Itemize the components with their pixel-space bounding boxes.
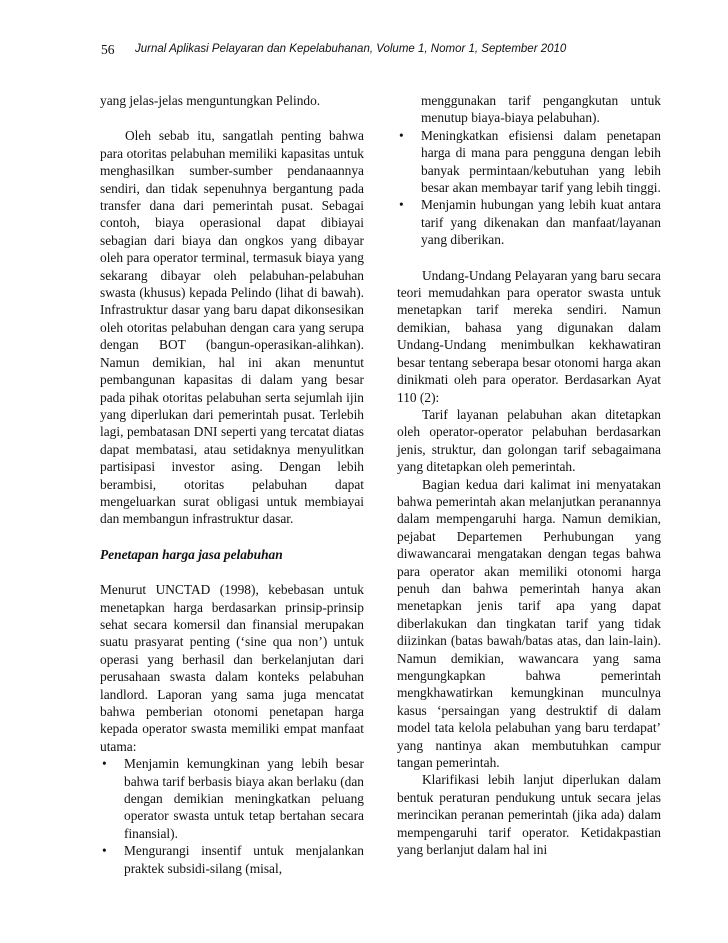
paragraph-shipping-law: Undang-Undang Pelayaran yang baru secara teori memudahkan para operator swasta untuk menetapkan tarif mereka sendiri. Namun demikian, bahasa yang digunakan dalam Undang-Undang menimbulkan kekhawatiran besar tentang seberapa besar otonomi harga akan dinikmati oleh para operator. Berdasarkan Ayat 110 (2): bbox=[397, 267, 661, 405]
journal-title: Jurnal Aplikasi Pelayaran dan Kepelabuhanan, Volume 1, Nomor 1, September 2010 bbox=[135, 43, 567, 55]
list-item-continuation bbox=[397, 92, 661, 127]
list-item-text: menggunakan tarif pengangkutan untuk menutup biaya-biaya pelabuhan). bbox=[421, 93, 661, 126]
bullet-icon: • bbox=[399, 197, 404, 213]
bullet-icon: • bbox=[102, 756, 107, 772]
list-item bbox=[397, 196, 661, 248]
paragraph-government-role: Bagian kedua dari kalimat ini menyatakan bahwa pemerintah akan melanjutkan peranannya dalam mempengaruhi harga. Namun demikian, pejabat Departemen Perhubungan yang diwawancarai mengatakan dengan tegas bahwa para operator akan memiliki otonomi harga penuh dan bahwa pemerintah hanya akan menetapkan jenis tarif apa yang dapat diberlakukan dan tingkatan tarif yang tidak diizinkan (batas bawah/batas atas, dan lain-lain). Namun demikian, wawancara yang sama mengungkapkan bahwa pemerintah mengkhawatirkan kemungkinan munculnya kasus ‘persaingan yang destruktif di dalam model tata kelola pelabuhan yang baru terdapat’ yang nantinya akan membutuhkan campur tangan pemerintah. bbox=[397, 476, 661, 771]
section-heading: Penetapan harga jasa pelabuhan bbox=[100, 546, 283, 562]
list-item bbox=[100, 755, 364, 842]
list-item bbox=[397, 127, 661, 197]
left-column bbox=[100, 92, 364, 877]
bullet-icon: • bbox=[399, 127, 404, 143]
paragraph-article-quote: Tarif layanan pelabuhan akan ditetapkan oleh operator-operator pelabuhan berdasarkan jenis, struktur, dan golongan tarif sebagaimana yang ditetapkan oleh pemerintah. bbox=[397, 406, 661, 475]
list-item-text: Mengurangi insentif untuk menjalankan praktek subsidi-silang (misal, bbox=[124, 843, 364, 876]
benefit-list bbox=[100, 755, 364, 877]
paragraph-unctad: Menurut UNCTAD (1998), kebebasan untuk menetapkan harga berdasarkan prinsip-prinsip sehat secara komersil dan finansial merupakan suatu prasyarat penting (‘sine qua non’) untuk operasi yang berhasil dan berkelanjutan dari perusahaan swasta dalam konteks pelabuhan landlord. Laporan yang sama juga mencatat bahwa pemberian otonomi penetapan harga kepada operator swasta memiliki empat manfaat utama: bbox=[100, 582, 364, 754]
running-header bbox=[101, 42, 661, 62]
page-number: 56 bbox=[101, 42, 115, 57]
list-item-text: Meningkatkan efisiensi dalam penetapan harga di mana para pengguna dengan lebih banyak permintaan/kebutuhan yang lebih besar akan membayar tarif yang lebih tinggi. bbox=[421, 127, 661, 196]
right-column bbox=[397, 92, 661, 858]
list-item bbox=[100, 842, 364, 877]
list-item-text: Menjamin kemungkinan yang lebih besar bahwa tarif berbasis biaya akan berlaku (dan dengan demikian meningkatkan peluang operator swasta untuk tetap bertahan secara finansial). bbox=[124, 756, 364, 841]
list-item-text: Menjamin hubungan yang lebih kuat antara tarif yang dikenakan dan manfaat/layanan yang diberikan. bbox=[421, 197, 661, 248]
paragraph-continuation: yang jelas-jelas menguntungkan Pelindo. bbox=[100, 93, 321, 108]
paragraph-clarification: Klarifikasi lebih lanjut diperlukan dalam bentuk peraturan pendukung untuk secara jelas merincikan peranan pemerintah (jika ada) dalam mempengaruhi tarif operator. Ketidakpastian yang berlanjut dalam hal ini bbox=[397, 772, 661, 858]
paragraph-port-authority-funding: Oleh sebab itu, sangatlah penting bahwa para otoritas pelabuhan memiliki kapasitas untuk menghasilkan sumber-sumber pendanaannya sendiri, dan tidak sepenuhnya bergantung pada transfer dana dari pemerintah pusat. Sebagai contoh, biaya operasional dapat dibiayai sebagian dari biaya dan ongkos yang dibayar oleh para operator terminal, termasuk biaya yang sekarang dibayar oleh pelabuhan-pelabuhan swasta (khusus) kepada Pelindo (lihat di bawah). Infrastruktur dasar yang baru dapat dikonsesikan oleh otoritas pelabuhan dengan cara yang serupa dengan BOT (bangun-operasikan-alihkan). Namun demikian, hal ini akan menuntut pembangunan kapasitas di dalam yang besar pada pihak otoritas pelabuhan serta sejumlah ijin yang diperlukan dari pemerintah pusat. Terlebih lagi, pembatasan DNI seperti yang tercatat diatas dapat membatasi, atau setidaknya menyulitkan partisipasi investor asing. Dengan lebih berambisi, otoritas pelabuhan dapat mengeluarkan surat obligasi untuk membiayai dan membangun infrastruktur dasar. bbox=[100, 128, 364, 527]
bullet-icon: • bbox=[102, 843, 107, 859]
benefit-list-continued bbox=[397, 92, 661, 249]
